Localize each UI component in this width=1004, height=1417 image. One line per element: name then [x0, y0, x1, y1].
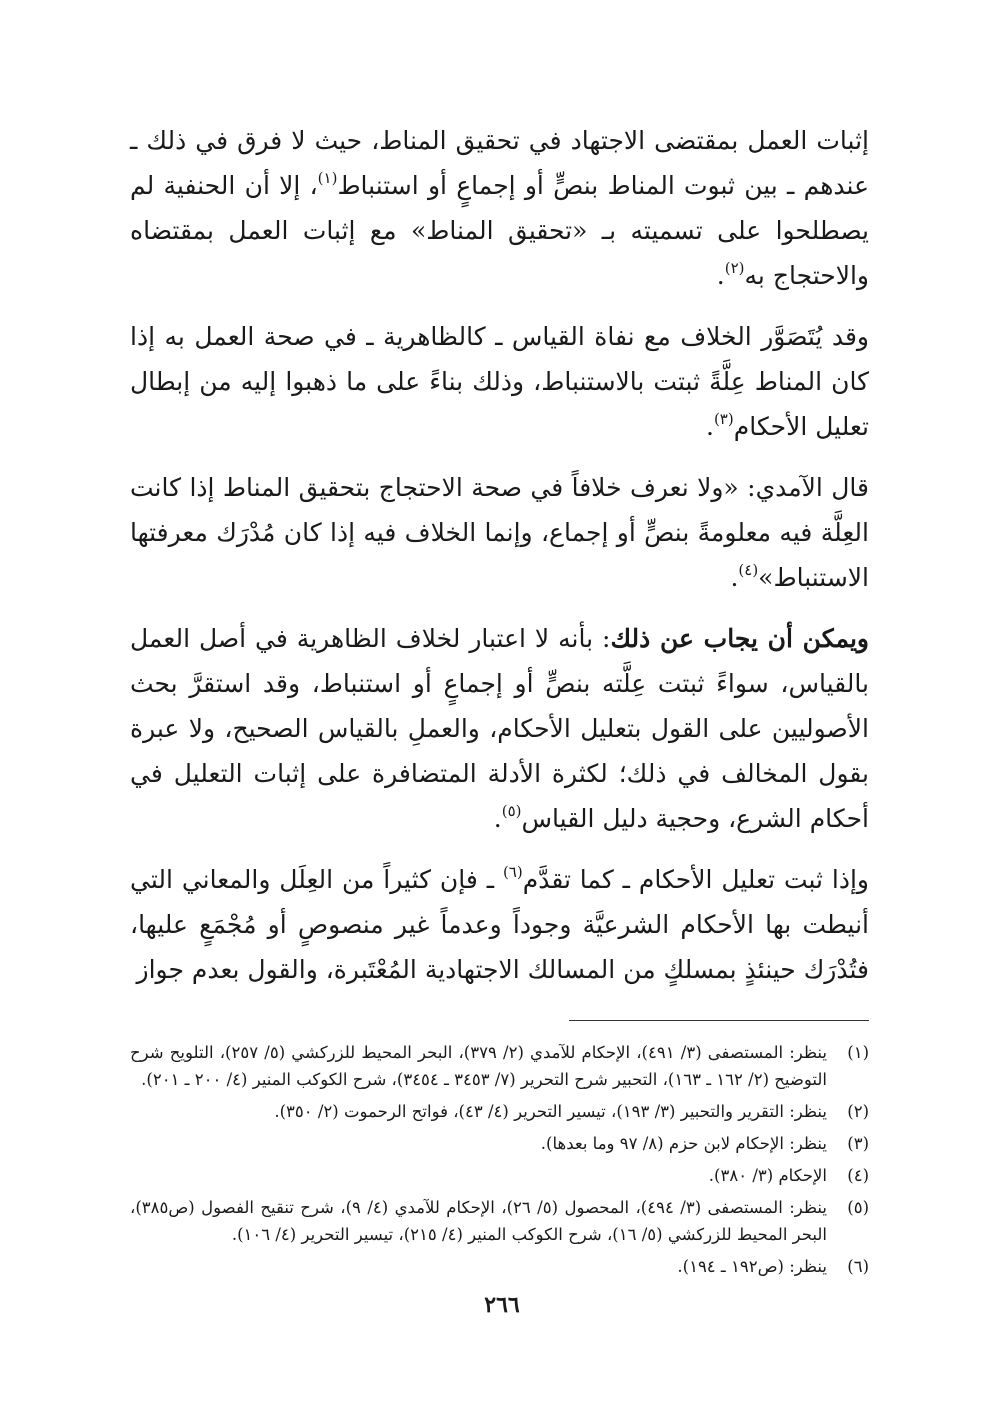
- paragraph-3: [130, 465, 869, 600]
- paragraph-5: [130, 857, 869, 992]
- paragraph-1: [130, 118, 869, 298]
- footnote-separator: [569, 1020, 869, 1021]
- paragraph-text: ـ فإن كثيراً من العِلَل والمعاني التي أنيطت بها الأحكام الشرعيَّة وجوداً وعدماً غير منصوصٍ أو مُجْمَعٍ عليها، فتُدْرَك حينئذٍ بمسلكٍ من المسالك الاجتهادية المُعْتَبرة، والقول بعدم جواز: [130, 865, 869, 984]
- footnote-text: الإحكام (٣/ ٣٨٠).: [708, 1166, 827, 1185]
- paragraph-text: .: [716, 261, 725, 290]
- footnote: [130, 1039, 869, 1093]
- footnote: [130, 1098, 869, 1125]
- footnote-number: (٣): [847, 1134, 869, 1153]
- paragraph-text: : بأنه لا اعتبار لخلاف الظاهرية في أصل العمل بالقياس، سواءً ثبتت عِلَّته بنصٍّ أو إجماعٍ أو استنباط، وقد استقرَّ بحث الأصوليين على القول بتعليل الأحكام، والعملِ بالقياس الصحيح، ولا عبرة بقول المخالف في ذلك؛ لكثرة الأدلة المتضافرة على إثبات التعليل في أحكام الشرع، وحجية دليل القياس: [130, 624, 869, 833]
- footnote: [130, 1162, 869, 1189]
- paragraph-text: .: [730, 563, 739, 592]
- page-number: ٢٦٦: [484, 1292, 520, 1318]
- footnote-text: ينظر: التقرير والتحبير (٣/ ١٩٣)، تيسير التحرير (٤/ ٤٣)، فواتح الرحموت (٢/ ٣٥٠).: [274, 1102, 827, 1121]
- footnotes: [130, 1039, 869, 1280]
- footnote-ref-5[interactable]: (٥): [501, 802, 522, 820]
- paragraph-text: وقد يُتَصَوَّر الخلاف مع نفاة القياس ـ كالظاهرية ـ في صحة العمل به إذا كان المناط عِلَّةً ثبتت بالاستنباط، وذلك بناءً على ما ذهبوا إليه من إبطال تعليل الأحكام: [130, 322, 869, 441]
- footnote-number: (٦): [847, 1257, 869, 1276]
- footnote-text: ينظر: (ص١٩٢ ـ ١٩٤).: [677, 1257, 827, 1276]
- paragraph-2: [130, 314, 869, 449]
- footnote-number: (٤): [847, 1166, 869, 1185]
- paragraph-text: .: [705, 412, 714, 441]
- footnote-ref-3[interactable]: (٣): [713, 410, 734, 428]
- footnote-text: ينظر: المستصفى (٣/ ٤٩٤)، المحصول (٥/ ٢٦)، الإحكام للآمدي (٤/ ٩)، شرح تنقيح الفصول (ص٣٨٥)، البحر المحيط للزركشي (٥/ ١٦)، شرح الكوكب المنير (٤/ ٢١٥)، تيسير التحرير (٤/ ١٠٦).: [130, 1198, 827, 1244]
- paragraph-text: ، إلا أن الحنفية لم يصطلحوا على تسميته بـ «تحقيق المناط» مع إثبات العمل بمقتضاه والاحتجاج به: [130, 171, 869, 290]
- paragraph-text: وإذا ثبت تعليل الأحكام ـ كما تقدَّم: [522, 865, 869, 894]
- footnote-text: ينظر: الإحكام لابن حزم (٨/ ٩٧ وما بعدها).: [540, 1134, 827, 1153]
- footnote-text: ينظر: المستصفى (٣/ ٤٩١)، الإحكام للآمدي (٢/ ٣٧٩)، البحر المحيط للزركشي (٥/ ٢٥٧)، التلويح شرح التوضيح (٢/ ١٦٢ ـ ١٦٣)، التحبير شرح التحرير (٧/ ٣٤٥٣ ـ ٣٤٥٤)، شرح الكوكب المنير (٤/ ٢٠٠ ـ ٢٠١).: [130, 1043, 827, 1089]
- footnote-number: (٢): [847, 1102, 869, 1121]
- footnote-ref-2[interactable]: (٢): [724, 259, 745, 277]
- footnote-ref-1[interactable]: (١): [317, 169, 338, 187]
- paragraph-text: قال الآمدي: «ولا نعرف خلافاً في صحة الاحتجاج بتحقيق المناط إذا كانت العِلَّة فيه معلومةً بنصٍّ أو إجماع، وإنما الخلاف فيه إذا كان مُدْرَك معرفتها الاستنباط»: [130, 473, 869, 592]
- footnote: [130, 1194, 869, 1248]
- footnote-ref-6[interactable]: (٦): [502, 863, 523, 881]
- footnote-number: (١): [847, 1043, 869, 1062]
- footnote-ref-4[interactable]: (٤): [738, 561, 759, 579]
- paragraph-4: [130, 616, 869, 841]
- footnote: [130, 1253, 869, 1280]
- paragraph-text: .: [493, 804, 502, 833]
- paragraph-text: إثبات العمل بمقتضى الاجتهاد في تحقيق المناط، حيث لا فرق في ذلك ـ عندهم ـ بين ثبوت المناط بنصٍّ أو إجماعٍ أو استنباط: [130, 126, 869, 200]
- main-text: [130, 118, 869, 992]
- footnote: [130, 1130, 869, 1157]
- footnote-number: (٥): [847, 1198, 869, 1217]
- bold-lead-phrase: ويمكن أن يجاب عن ذلك: [610, 624, 869, 653]
